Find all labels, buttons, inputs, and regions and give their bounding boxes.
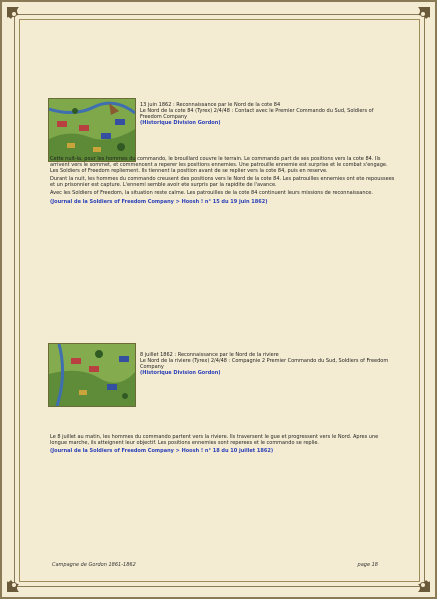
entry-1-journal-link[interactable]: (Journal de la Soldiers of Freedom Company > Hoosh ! n° 15 du 19 juin 1862)	[50, 198, 268, 205]
battle-map-image	[48, 343, 136, 407]
footer-title: Campagne de Gordon 1861-1862	[52, 562, 136, 568]
entry-1-heading: 13 juin 1862 : Reconnaissance par le Nord de la cote 84	[140, 102, 281, 108]
corner-ornament	[406, 568, 432, 594]
entry-1-paragraph: Durant la nuit, les hommes du commando creusent des positions vers le Nord de la cote 84. Les patrouilles ennemies ont ete repoussees et un prisonnier est capture. L'ennemi semble avoir ete surpris par la rapidite de l'avance.	[50, 176, 395, 189]
entry-1-body	[50, 156, 396, 205]
corner-ornament	[406, 5, 432, 31]
entry-2-heading: 8 juillet 1862 : Reconnaissance par le Nord de la riviere	[140, 352, 279, 358]
entry-2-subheading: Le Nord de la riviere (Tyrex) 2/4/48 : Compagnie 2 Premier Commando du Sud, Soldiers of Freedom Company	[140, 358, 389, 371]
entry-1-header	[140, 102, 396, 126]
entry-1-subheading: Le Nord de la cote 84 (Tyrex) 2/4/48 : Contact avec le Premier Commando du Sud, Soldiers of Freedom Company	[140, 108, 374, 121]
entry-2-header	[140, 352, 396, 376]
corner-ornament	[5, 568, 31, 594]
entry-1-source-link[interactable]: (Historique Division Gordon)	[140, 120, 221, 127]
entry-2-body	[50, 434, 396, 454]
entry-2-source-link[interactable]: (Historique Division Gordon)	[140, 370, 221, 377]
page-number: page 18	[357, 562, 378, 568]
entry-2-paragraph: Le 8 juillet au matin, les hommes du commando partent vers la riviere. Ils traversent le gue et progressent vers le Nord. Apres une longue marche, ils atteignent leur objectif. Les positions ennemies sont reperees et le commando se replie.	[50, 434, 379, 447]
entry-1-paragraph: Cette nuit-la, pour les hommes du commando, le brouillard couvre le terrain. Le commando part de ses positions vers la cote 84. Ils arrivent vers le sommet, et commencent a reperer les positions ennemies. Une patrouille ennemie est surprise et le combat s'engage. Les Soldiers of Freedom repliement. Ils tiennent la position avant de se replier vers la cote 84, puis en reserve.	[50, 156, 388, 175]
entry-2-journal-link[interactable]: (Journal de la Soldiers of Freedom Company > Hoosh ! n° 18 du 10 juillet 1862)	[50, 448, 274, 455]
battle-map-image	[48, 98, 136, 162]
corner-ornament	[5, 5, 31, 31]
entry-1-paragraph: Avec les Soldiers of Freedom, la situation reste calme. Les patrouilles de la cote 84 continuent leurs missions de reconnaissance.	[50, 190, 373, 197]
